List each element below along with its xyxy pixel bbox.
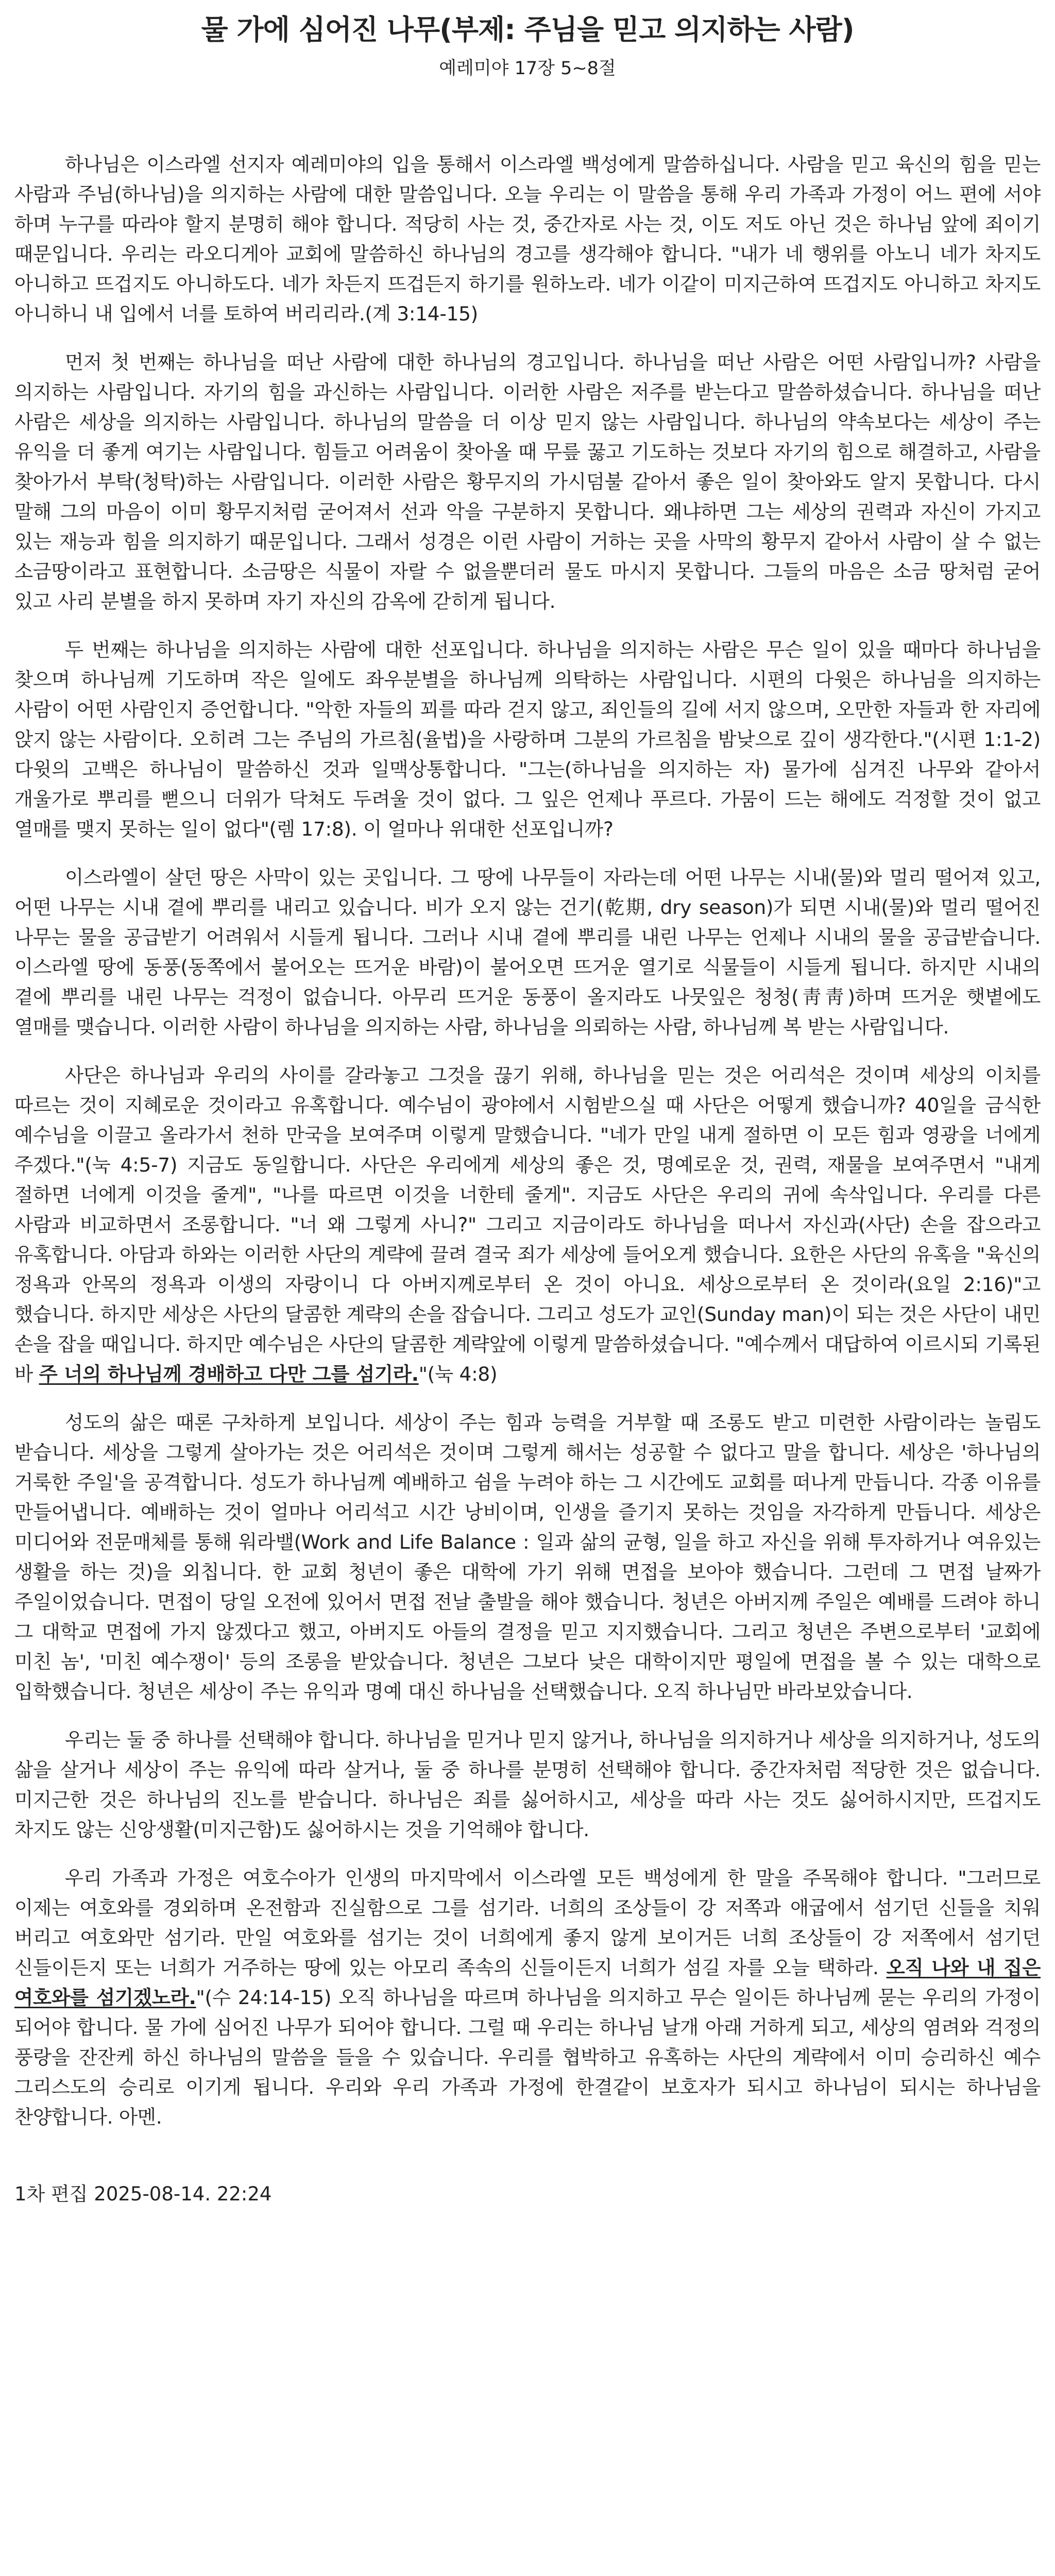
paragraph-8-emphasis: 오직 나와 내 집은 여호와를 섬기겠노라. xyxy=(14,1956,1041,2009)
paragraph-5-emphasis: 주 너의 하나님께 경배하고 다만 그를 섬기라. xyxy=(39,1363,419,1385)
paragraph-5-text-b: "(눅 4:8) xyxy=(418,1363,498,1385)
edit-timestamp: 1차 편집 2025-08-14. 22:24 xyxy=(14,2183,272,2205)
paragraph-8-text-b: "(수 24:14-15) 오직 하나님을 따르며 하나님을 의지하고 무슨 일이든 하나님께 묻는 우리의 가정이 되어야 합니다. 물 가에 심어진 나무가 되어야 합니다. 그럴 때 우리는 하나님 날개 아래 거하게 되고, 세상의 염려와 걱정의 풍랑을 잔잔케 하신 하나님의 말씀을 들을 수 있습니다. 우리를 협박하고 유혹하는 사단의 계략에서 이미 승리하신 예수 그리스도의 승리로 이기게 됩니다. 우리와 우리 가족과 가정에 한결같이 보호자가 되시고 하나님이 되시는 하나님을 찬양합니다. 아멘. xyxy=(14,1986,1041,2128)
paragraph-1: 하나님은 이스라엘 선지자 예레미야의 입을 통해서 이스라엘 백성에게 말씀하십니다. 사람을 믿고 육신의 힘을 믿는 사람과 주님(하나님)을 의지하는 사람에 대한 말씀입니다. 오늘 우리는 이 말씀을 통해 우리 가족과 가정이 어느 편에 서야 하며 누구를 따라야 할지 분명히 해야 합니다. 적당히 사는 것, 중간자로 사는 것, 이도 저도 아닌 것은 하나님 앞에 죄이기 때문입니다. 우리는 라오디게아 교회에 말씀하신 하나님의 경고를 생각해야 합니다. "내가 네 행위를 아노니 네가 차지도 아니하고 뜨겁지도 아니하도다. 네가 차든지 뜨겁든지 하기를 원하노라. 네가 이같이 미지근하여 뜨겁지도 아니하고 차지도 아니하니 내 입에서 너를 토하여 버리리라.(계 3:14-15) xyxy=(14,153,1041,325)
paragraph-3: 두 번째는 하나님을 의지하는 사람에 대한 선포입니다. 하나님을 의지하는 사람은 무슨 일이 있을 때마다 하나님을 찾으며 하나님께 기도하며 작은 일에도 좌우분별을 하나님께 의탁하는 사람입니다. 시편의 다윗은 하나님을 의지하는 사람이 어떤 사람인지 증언합니다. "악한 자들의 꾀를 따라 걷지 않고, 죄인들의 길에 서지 않으며, 오만한 자들과 한 자리에 앉지 않는 사람이다. 오히려 그는 주님의 가르침(율법)을 사랑하며 그분의 가르침을 밤낮으로 깊이 생각한다."(시편 1:1-2) 다윗의 고백은 하나님이 말씀하신 것과 일맥상통합니다. "그는(하나님을 의지하는 자) 물가에 심겨진 나무와 같아서 개울가로 뿌리를 뻗으니 더위가 닥쳐도 두려울 것이 없다. 그 잎은 언제나 푸르다. 가뭄이 드는 해에도 걱정할 것이 없고 열매를 맺지 못하는 일이 없다"(렘 17:8). 이 얼마나 위대한 선포입니까? xyxy=(14,638,1041,840)
paragraph-6: 성도의 삶은 때론 구차하게 보입니다. 세상이 주는 힘과 능력을 거부할 때 조롱도 받고 미련한 사람이라는 놀림도 받습니다. 세상을 그렇게 살아가는 것은 어리석은 것이며 그렇게 해서는 성공할 수 없다고 말을 합니다. 세상은 '하나님의 거룩한 주일'을 공격합니다. 성도가 하나님께 예배하고 쉼을 누려야 하는 그 시간에도 교회를 떠나게 만듭니다. 각종 이유를 만들어냅니다. 예배하는 것이 얼마나 어리석고 시간 낭비이며, 인생을 즐기지 못하는 것임을 자각하게 만듭니다. 세상은 미디어와 전문매체를 통해 워라밸(Work and Life Balance : 일과 삶의 균형, 일을 하고 자신을 위해 투자하거나 여유있는 생활을 하는 것)을 외칩니다. 한 교회 청년이 좋은 대학에 가기 위해 면접을 보아야 했습니다. 그런데 그 면접 날짜가 주일이었습니다. 면접이 당일 오전에 있어서 면접 전날 출발을 해야 했습니다. 청년은 아버지께 주일은 예배를 드려야 하니 그 대학교 면접에 가지 않겠다고 했고, 아버지도 아들의 결정을 믿고 지지했습니다. 그리고 청년은 주변으로부터 '교회에 미친 놈', '미친 예수쟁이' 등의 조롱을 받았습니다. 청년은 그보다 낮은 대학이지만 평일에 면접을 볼 수 있는 대학으로 입학했습니다. 청년은 세상이 주는 유익과 명예 대신 하나님을 선택했습니다. 오직 하나님만 바라보았습니다. xyxy=(14,1411,1041,1703)
paragraph-8 xyxy=(14,1863,1041,2132)
paragraph-4: 이스라엘이 살던 땅은 사막이 있는 곳입니다. 그 땅에 나무들이 자라는데 어떤 나무는 시내(물)와 멀리 떨어져 있고, 어떤 나무는 시내 곁에 뿌리를 내리고 있습니다. 비가 오지 않는 건기(乾期, dry season)가 되면 시내(물)와 멀리 떨어진 나무는 물을 공급받기 어려워서 시들게 됩니다. 그러나 시내 곁에 뿌리를 내린 나무는 언제나 시내의 물을 공급받습니다. 이스라엘 땅에 동풍(동쪽에서 불어오는 뜨거운 바람)이 불어오면 뜨거운 열기로 식물들이 시들게 됩니다. 하지만 시내의 곁에 뿌리를 내린 나무는 걱정이 없습니다. 아무리 뜨거운 동풍이 올지라도 나뭇잎은 청청(靑靑)하며 뜨거운 햇볕에도 열매를 맺습니다. 이러한 사람이 하나님을 의지하는 사람, 하나님을 의뢰하는 사람, 하나님께 복 받는 사람입니다. xyxy=(14,866,1041,1038)
page-title: 물 가에 심어진 나무(부제: 주님을 믿고 의지하는 사람) xyxy=(201,13,854,46)
sermon-body xyxy=(14,149,1041,2150)
paragraph-7: 우리는 둘 중 하나를 선택해야 합니다. 하나님을 믿거나 믿지 않거나, 하나님을 의지하거나 세상을 의지하거나, 성도의 삶을 살거나 세상이 주는 유익에 따라 살거나, 둘 중 하나를 분명히 선택해야 합니다. 중간자처럼 적당한 것은 없습니다. 미지근한 것은 하나님의 진노를 받습니다. 하나님은 죄를 싫어하시고, 세상을 따라 사는 것도 싫어하시지만, 뜨겁지도 차지도 않는 신앙생활(미지근함)도 싫어하시는 것을 기억해야 합니다. xyxy=(14,1728,1041,1841)
paragraph-8-text-a: 우리 가족과 가정은 여호수아가 인생의 마지막에서 이스라엘 모든 백성에게 한 말을 주목해야 합니다. "그러므로 이제는 여호와를 경외하며 온전함과 진실함으로 그를 섬기라. 너희의 조상들이 강 저쪽과 애굽에서 섬기던 신들을 치워 버리고 여호와만 섬기라. 만일 여호와를 섬기는 것이 너희에게 좋지 않게 보이거든 너희 조상들이 강 저쪽에서 섬기던 신들이든지 또는 너희가 거주하는 땅에 있는 아모리 족속의 신들이든지 너희가 섬길 자를 오늘 택하라. xyxy=(14,1867,1041,1979)
paragraph-5 xyxy=(14,1060,1041,1389)
paragraph-5-text-a: 사단은 하나님과 우리의 사이를 갈라놓고 그것을 끊기 위해, 하나님을 믿는 것은 어리석은 것이며 세상의 이치를 따르는 것이 지혜로운 것이라고 유혹합니다. 예수님이 광야에서 시험받으실 때 사단은 어떻게 했습니까? 40일을 금식한 예수님을 이끌고 올라가서 천하 만국을 보여주며 이렇게 말했습니다. "네가 만일 내게 절하면 이 모든 힘과 영광을 너에게 주겠다."(눅 4:5-7) 지금도 동일합니다. 사단은 우리에게 세상의 좋은 것, 명예로운 것, 권력, 재물을 보여주면서 "내게 절하면 너에게 이것을 줄게", "나를 따르면 이것을 너한테 줄게". 지금도 사단은 우리의 귀에 속삭입니다. 우리를 다른 사람과 비교하면서 조롱합니다. "너 왜 그렇게 사니?" 그리고 지금이라도 하나님을 떠나서 자신과(사단) 손을 잡으라고 유혹합니다. 아담과 하와는 이러한 사단의 계략에 끌려 결국 죄가 세상에 들어오게 했습니다. 요한은 사단의 유혹을 "육신의 정욕과 안목의 정욕과 이생의 자랑이니 다 아버지께로부터 온 것이 아니요. 세상으로부터 온 것이라(요일 2:16)"고 했습니다. 하지만 세상은 사단의 달콤한 계략의 손을 잡습니다. 그리고 성도가 교인(Sunday man)이 되는 것은 사단이 내민 손을 잡을 때입니다. 하지만 예수님은 사단의 달콤한 계략앞에 이렇게 말씀하셨습니다. "예수께서 대답하여 이르시되 기록된 바 xyxy=(14,1064,1041,1385)
scripture-reference: 예레미야 17장 5~8절 xyxy=(439,58,616,79)
paragraph-2: 먼저 첫 번째는 하나님을 떠난 사람에 대한 하나님의 경고입니다. 하나님을 떠난 사람은 어떤 사람입니까? 사람을 의지하는 사람입니다. 자기의 힘을 과신하는 사람입니다. 이러한 사람은 저주를 받는다고 말씀하셨습니다. 하나님을 떠난 사람은 세상을 의지하는 사람입니다. 하나님의 말씀을 더 이상 믿지 않는 사람입니다. 하나님의 약속보다는 세상이 주는 유익을 더 좋게 여기는 사람입니다. 힘들고 어려움이 찾아올 때 무릎 꿇고 기도하는 것보다 자기의 힘으로 해결하고, 사람을 찾아가서 부탁(청탁)하는 사람입니다. 이러한 사람은 황무지의 가시덤불 같아서 좋은 일이 찾아와도 알지 못합니다. 다시 말해 그의 마음이 이미 황무지처럼 굳어져서 선과 악을 구분하지 못합니다. 왜냐하면 그는 세상의 권력과 자신이 가지고 있는 재능과 힘을 의지하기 때문입니다. 그래서 성경은 이런 사람이 거하는 곳을 사막의 황무지 같아서 사람이 살 수 없는 소금땅이라고 표현합니다. 소금땅은 식물이 자랄 수 없을뿐더러 물도 마시지 못합니다. 그들의 마음은 소금 땅처럼 굳어 있고 사리 분별을 하지 못하며 자기 자신의 감옥에 갇히게 됩니다. xyxy=(14,351,1041,613)
